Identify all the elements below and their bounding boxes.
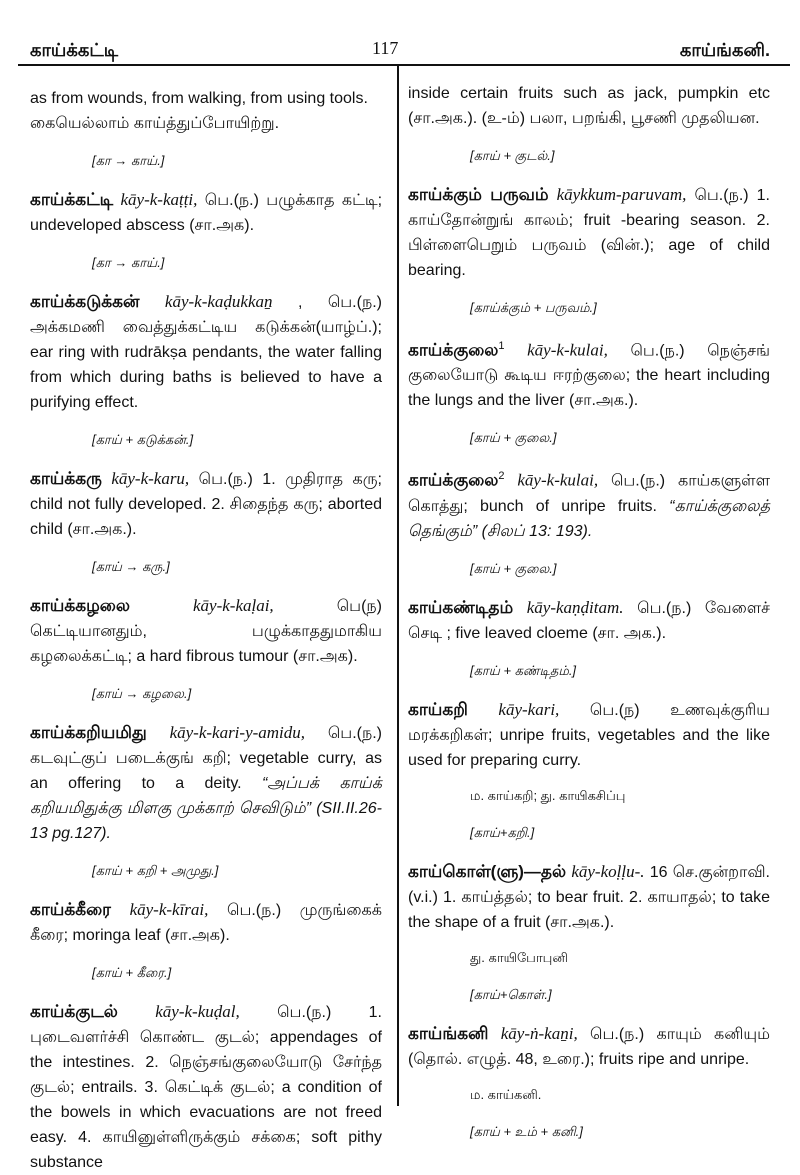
grammar-label: பெ(ந) bbox=[336, 598, 382, 615]
dictionary-entry bbox=[408, 697, 770, 773]
grammar-label: பெ.(ந.) bbox=[694, 187, 749, 204]
dictionary-entry bbox=[30, 187, 382, 238]
column-divider bbox=[397, 66, 399, 1106]
left-column bbox=[30, 86, 382, 1175]
etymology: [கா → காய்.] bbox=[92, 255, 165, 270]
page-header bbox=[0, 0, 800, 62]
dictionary-entry bbox=[30, 999, 382, 1175]
transliteration: kāy-kari, bbox=[498, 699, 560, 719]
grammar-label: பெ.(ந.) bbox=[630, 342, 685, 360]
headword: காய்க்கரு bbox=[30, 469, 102, 488]
transliteration: kāy-koḷḷu-. bbox=[571, 861, 645, 881]
headword: காய்க்கட்டி bbox=[30, 190, 114, 209]
dictionary-entry bbox=[408, 334, 770, 413]
headword: காய்க்குலை bbox=[408, 470, 499, 490]
definition: 1. காய்த்தல்; to bear fruit. 2. காயாதல்; to take the shape of a fruit (சா.அக.). bbox=[408, 888, 770, 931]
etymology: [காய் + கண்டிதம்.] bbox=[470, 662, 577, 678]
headword: காய்கறி bbox=[408, 699, 468, 719]
dictionary-entry bbox=[408, 595, 770, 646]
definition: கடவுட்குப் படைக்குங் கறி; vegetable curry, as an offering to a deity. bbox=[30, 750, 382, 792]
definition: 1. காய்தோன்றுங் காலம்; fruit -bearing season. 2. பிள்ளைபெறும் பருவம் (வின்.); age of child bearing. bbox=[408, 187, 770, 279]
grammar-label: பெ.(ந.) bbox=[277, 1004, 332, 1021]
citation-quote: “காய்க்குலைத் தெங்கும்” (சிலப் 13: 193). bbox=[408, 497, 770, 540]
etymology: [காய் → கழலை.] bbox=[92, 686, 192, 701]
continued-text: inside certain fruits such as jack, pumpkin etc (சா.அக.). (உ-ம்) பலா, பறங்கி, பூசணி முதலியன. bbox=[408, 85, 770, 127]
homonym-number: 2 bbox=[498, 470, 505, 483]
transliteration: kāy-k-kaḷai, bbox=[192, 596, 274, 615]
continued-text-line: as from wounds, from walking, from using tools. bbox=[30, 90, 368, 107]
etymology: [காய் + குடல்.] bbox=[470, 148, 555, 163]
etymology: [காய்+கொள்.] bbox=[470, 986, 552, 1002]
definition: காயும் கனியும் (தொல். எழுத். 48, உரை.); fruits ripe and unripe. bbox=[408, 1025, 771, 1068]
etymology: [காய் + கீரை.] bbox=[92, 965, 172, 980]
dictionary-entry bbox=[30, 466, 382, 542]
etymology: [கா → காய்.] bbox=[92, 153, 165, 168]
dictionary-entry bbox=[408, 1021, 770, 1072]
etymology: [காய் → கரு.] bbox=[92, 559, 170, 574]
transliteration: kāy-ṅ-kaṉi, bbox=[500, 1023, 578, 1043]
headword: காய்கண்டிதம் bbox=[408, 597, 514, 617]
continued-entry bbox=[30, 86, 382, 173]
continued-text-line: கையெல்லாம் காய்த்துப்போயிற்று. bbox=[30, 115, 280, 132]
headword: காய்க்கடுக்கன் bbox=[30, 292, 140, 311]
definition: உணவுக்குரிய மரக்கறிகள்; unripe fruits, vegetables and the like used for preparing curry. bbox=[408, 701, 770, 769]
etymology: [காய் + உம் + கனி.] bbox=[470, 1123, 583, 1139]
continued-entry bbox=[408, 81, 770, 131]
transliteration: kāy-k-kaṭṭi, bbox=[120, 190, 198, 209]
dictionary-entry bbox=[30, 593, 382, 669]
homonym-number: 1 bbox=[498, 340, 505, 352]
page-number: 117 bbox=[372, 38, 399, 58]
definition: வேளைச் செடி ; five leaved cloeme (சா. அக.). bbox=[408, 599, 771, 642]
cognates: ம. காய்கறி; து. காயிகசிப்பு bbox=[470, 787, 626, 803]
etymology: [காய் + கறி + அமுது.] bbox=[92, 863, 219, 878]
definition: பழுக்காத கட்டி; undeveloped abscess (சா.அக). bbox=[30, 192, 383, 234]
grammar-label: பெ.(ந.) bbox=[204, 192, 259, 209]
citation-quote: “அப்பக் காய்க் கறியமிதுக்கு மிளகு முக்காற் செவிடும்” (SII.II.26-13 pg.127). bbox=[30, 775, 382, 842]
etymology: [காய் + குலை.] bbox=[470, 560, 557, 576]
definition: 1. புடைவளர்ச்சி கொண்ட குடல்; appendages of the intestines. 2. நெஞ்சங்குலையோடு சேர்ந்த குடல்; entrails. 3. கெட்டிக் குடல்; a condition of the bowels in which evacuations are not freed easy. 4. காயினுள்ளிருக்கும் சக்கை; soft pithy substance bbox=[30, 1004, 382, 1171]
transliteration: kāykkum-paruvam, bbox=[556, 185, 687, 204]
etymology: [காய்+கறி.] bbox=[470, 824, 535, 840]
grammar-label: பெ.(ந) bbox=[589, 701, 640, 719]
headword: காய்க்குலை bbox=[408, 340, 499, 360]
transliteration: kāy-k-kīrai, bbox=[129, 900, 209, 919]
transliteration: kāy-k-kuḍal, bbox=[155, 1002, 240, 1021]
headword: காய்க்குடல் bbox=[30, 1002, 118, 1021]
definition: 1. முதிராத கரு; child not fully developed. 2. சிதைந்த கரு; aborted child (சா.அக.). bbox=[30, 471, 382, 538]
grammar-label: பெ.(ந.) bbox=[198, 471, 253, 488]
dictionary-entry bbox=[408, 182, 770, 283]
transliteration: kāy-k-kari-y-amidu, bbox=[169, 723, 306, 742]
header-rule bbox=[18, 64, 790, 66]
header-left-guide-word: காய்க்கட்டி bbox=[30, 40, 119, 60]
transliteration: kāy-k-karu, bbox=[111, 469, 190, 488]
transliteration: kāy-k-kulai, bbox=[517, 470, 599, 490]
headword: காய்க்கீரை bbox=[30, 900, 111, 919]
dictionary-entry bbox=[30, 897, 382, 948]
headword: காய்க்கறியமிது bbox=[30, 723, 147, 742]
dictionary-entry bbox=[408, 859, 770, 935]
grammar-label: பெ.(ந.) bbox=[610, 472, 666, 490]
transliteration: kāy-k-kulai, bbox=[527, 340, 608, 360]
dictionary-entry bbox=[30, 720, 382, 846]
right-column bbox=[408, 81, 770, 1156]
transliteration: kāy-k-kaḍukkaṉ bbox=[164, 292, 273, 311]
cognates: ம. காய்கனி. bbox=[470, 1086, 542, 1102]
dictionary-entry bbox=[30, 289, 382, 415]
dictionary-entry bbox=[408, 464, 770, 543]
transliteration: kāy-kaṇḍitam. bbox=[526, 597, 624, 617]
grammar-label: , பெ.(ந.) bbox=[297, 294, 382, 311]
definition: காய்களுள்ள கொத்து; bunch of unripe fruits. bbox=[408, 472, 771, 515]
etymology: [காய் + குலை.] bbox=[470, 430, 557, 446]
definition: நெஞ்சங் குலையோடு கூடிய ஈரற்குலை; the heart including the lungs and the liver (சா.அக.). bbox=[408, 342, 770, 410]
headword: காய்க்கும் பருவம் bbox=[408, 185, 549, 204]
grammar-label: பெ.(ந.) bbox=[227, 902, 282, 919]
headword: காய்கொள்(ளு)—தல் bbox=[408, 861, 567, 881]
etymology: [காய்க்கும் + பருவம்.] bbox=[470, 300, 597, 315]
grammar-label: பெ.(ந.) bbox=[637, 599, 692, 617]
definition: கெட்டியானதும், பழுக்காததுமாகிய கழலைக்கட்டி; a hard fibrous tumour (சா.அக). bbox=[30, 623, 382, 665]
grammar-label: 16 செ.குன்றாவி. (v.i.) bbox=[408, 863, 771, 906]
etymology: [காய் + கடுக்கன்.] bbox=[92, 432, 194, 447]
grammar-label: பெ.(ந.) bbox=[327, 725, 382, 742]
grammar-label: பெ.(ந.) bbox=[590, 1025, 645, 1043]
cognates: து. காயிபோபுனி bbox=[470, 949, 568, 965]
header-right-guide-word: காய்ங்கனி. bbox=[679, 40, 770, 60]
definition: முருங்கைக் கீரை; moringa leaf (சா.அக). bbox=[30, 902, 382, 944]
headword: காய்ங்கனி bbox=[408, 1023, 489, 1043]
definition: அக்கமணி வைத்துக்கட்டிய கடுக்கன்(யாழ்ப்.); ear ring with rudrākṣa pendants, the water falling from which during baths is believed to have a purifying effect. bbox=[30, 319, 382, 411]
headword: காய்க்கழலை bbox=[30, 596, 130, 615]
